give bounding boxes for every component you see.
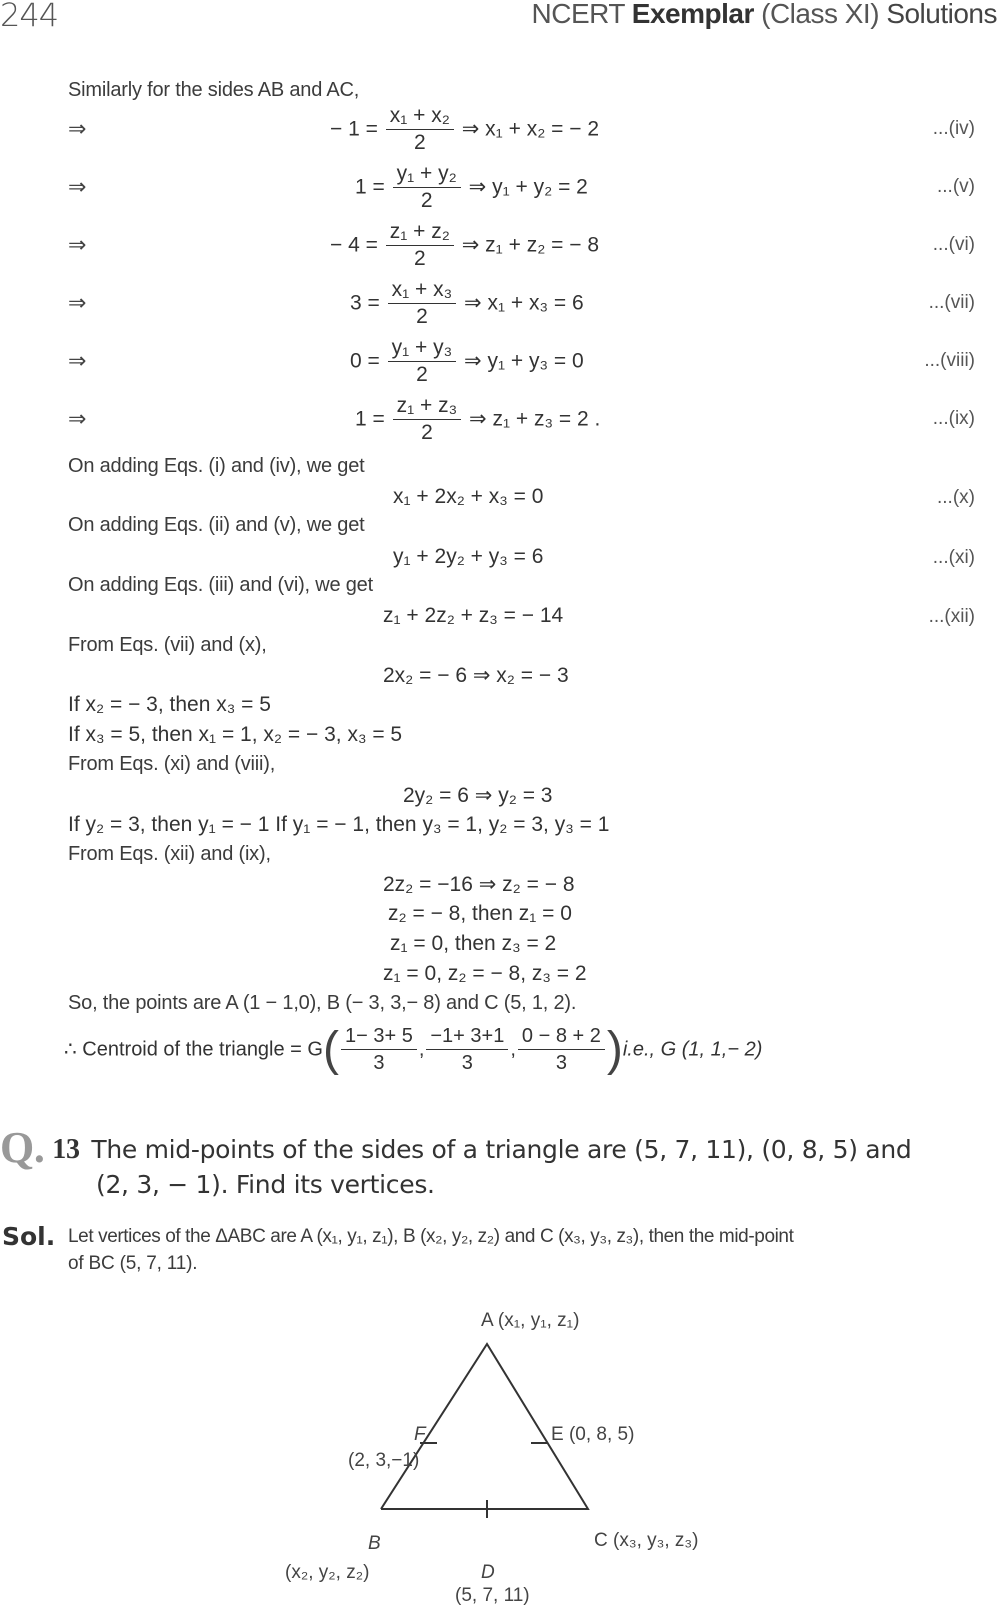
equation-rhs: ⇒ z₁ + z₂ = − 8: [461, 233, 600, 257]
equation-ref: ...(iv): [932, 118, 975, 139]
equation-rhs: ⇒ y₁ + y₂ = 2: [468, 175, 588, 199]
fraction: $\frac{\text{y₁ + y₂}}{2}$: [393, 162, 461, 214]
implies-arrow: ⇒: [68, 349, 87, 374]
equation-ref: ...(ix): [932, 408, 975, 429]
points-statement: So, the points are A (1 − 1,0), B (− 3, 3,− 8) and C (5, 1, 2).: [68, 992, 577, 1014]
equation-ref: ...(viii): [924, 350, 975, 371]
solve-z-eq2: z₂ = − 8, then z₁ = 0: [388, 902, 572, 925]
solution-label: Sol.: [2, 1222, 56, 1251]
fraction: $\frac{\text{x₁ + x₃}}{2}$: [388, 278, 457, 330]
implies-arrow: ⇒: [68, 233, 87, 258]
solve-y-equation: 2y₂ = 6 ⇒ y₂ = 3: [403, 784, 553, 807]
step-text: On adding Eqs. (i) and (iv), we get: [68, 455, 365, 477]
equation-ref: ...(v): [937, 176, 975, 197]
solve-y-line1: If y₂ = 3, then y₁ = − 1 If y₁ = − 1, then y₃ = 1, y₂ = 3, y₃ = 1: [68, 813, 610, 836]
implies-arrow: ⇒: [68, 117, 87, 142]
equation-x: x₁ + 2x₂ + x₃ = 0: [393, 485, 544, 508]
centroid-result: i.e., G (1, 1,− 2): [622, 1038, 763, 1061]
solve-z-eq1: 2z₂ = −16 ⇒ z₂ = − 8: [383, 873, 575, 896]
question-line2: (2, 3, − 1). Find its vertices.: [96, 1170, 435, 1199]
solve-x-line1: If x₂ = − 3, then x₃ = 5: [68, 693, 271, 716]
equation-ref: ...(vii): [928, 292, 975, 313]
equation-lhs: 1 =: [355, 175, 385, 199]
right-paren: ): [606, 1023, 623, 1076]
running-head-suffix: Solutions: [886, 0, 997, 29]
solve-z-text: From Eqs. (xii) and (ix),: [68, 843, 271, 865]
equation-ref: ...(vi): [932, 234, 975, 255]
running-head-prefix: NCERT: [531, 0, 625, 29]
running-head-bold: Exemplar: [631, 0, 754, 29]
solution-line2: of BC (5, 7, 11).: [68, 1253, 198, 1274]
equation-ref: ...(xii): [928, 606, 975, 627]
vertex-a-label: A (x₁, y₁, z₁): [481, 1310, 580, 1331]
vertex-b-coords: (x₂, y₂, z₂): [285, 1562, 370, 1583]
fraction: $\frac{-1+ 3+1}{3}$: [426, 1024, 508, 1076]
fraction: $\frac{1- 3+ 5}{3}$: [341, 1024, 417, 1076]
fraction: $\frac{\text{z₁ + z₃}}{2}$: [393, 394, 462, 446]
equation-lhs: 1 =: [355, 407, 385, 431]
question-line1: The mid-points of the sides of a triangle are (5, 7, 11), (0, 8, 5) and: [91, 1135, 912, 1164]
equation-lhs: − 4 =: [330, 233, 378, 257]
fraction: $\frac{0 - 8 + 2}{3}$: [518, 1024, 605, 1076]
centroid-line: ∴ Centroid of the triangle = G( $\frac{1- 3+ 5}{3}$ , $\frac{-1+ 3+1}{3}$ , $\frac{0 - 8 + 2}{3}$ )i.e., G (1, 1,− 2): [64, 1023, 763, 1076]
midpoint-d-coords: (5, 7, 11): [455, 1585, 530, 1606]
equation-lhs: − 1 =: [330, 117, 378, 141]
question-number: 13: [52, 1134, 80, 1165]
vertex-b-label: B: [368, 1533, 381, 1554]
equation-lhs: 3 =: [350, 291, 380, 315]
midpoint-d-label: D: [481, 1562, 495, 1583]
solve-z-eq4: z₁ = 0, z₂ = − 8, z₃ = 2: [383, 962, 587, 985]
equation-rhs: ⇒ z₁ + z₃ = 2 .: [469, 407, 601, 431]
solution-line1: Let vertices of the ΔABC are A (x₁, y₁, z₁), B (x₂, y₂, z₂) and C (x₃, y₃, z₃), then the mid-point: [68, 1226, 794, 1247]
midpoint-e-label: E (0, 8, 5): [551, 1424, 635, 1445]
equation-ref: ...(x): [937, 487, 975, 508]
step-text: On adding Eqs. (ii) and (v), we get: [68, 514, 365, 536]
equation-ref: ...(xi): [932, 547, 975, 568]
question-marker: Q.: [0, 1123, 45, 1172]
solve-x-line2: If x₃ = 5, then x₁ = 1, x₂ = − 3, x₃ = 5: [68, 723, 403, 746]
midpoint-f-coords: (2, 3,−1): [348, 1450, 420, 1471]
equation-xi: y₁ + 2y₂ + y₃ = 6: [393, 545, 544, 568]
centroid-prefix: ∴ Centroid of the triangle = G: [64, 1038, 323, 1061]
equation-lhs: 0 =: [350, 349, 380, 373]
midpoint-f-label: F: [414, 1424, 426, 1445]
implies-arrow: ⇒: [68, 407, 87, 432]
vertex-c-label: C (x₃, y₃, z₃): [594, 1530, 699, 1551]
step-text: On adding Eqs. (iii) and (vi), we get: [68, 574, 373, 596]
fraction: $\frac{\text{z₁ + z₂}}{2}$: [386, 220, 454, 272]
equation-xii: z₁ + 2z₂ + z₃ = − 14: [383, 604, 564, 627]
left-paren: (: [322, 1023, 339, 1076]
page-number: 244: [0, 0, 59, 34]
equation-rhs: ⇒ x₁ + x₃ = 6: [464, 291, 584, 315]
solve-x-equation: 2x₂ = − 6 ⇒ x₂ = − 3: [383, 664, 569, 687]
fraction: $\frac{\text{y₁ + y₃}}{2}$: [388, 336, 457, 388]
running-head-class: (Class XI): [761, 0, 880, 29]
implies-arrow: ⇒: [68, 175, 87, 200]
implies-arrow: ⇒: [68, 291, 87, 316]
intro-text: Similarly for the sides AB and AC,: [68, 79, 360, 101]
fraction: $\frac{\text{x₁ + x₂}}{2}$: [386, 104, 454, 156]
solve-y-text: From Eqs. (xi) and (viii),: [68, 753, 276, 775]
solve-x-text: From Eqs. (vii) and (x),: [68, 634, 267, 656]
equation-rhs: ⇒ y₁ + y₃ = 0: [464, 349, 584, 373]
equation-rhs: ⇒ x₁ + x₂ = − 2: [461, 117, 600, 141]
solve-z-eq3: z₁ = 0, then z₃ = 2: [390, 932, 557, 955]
